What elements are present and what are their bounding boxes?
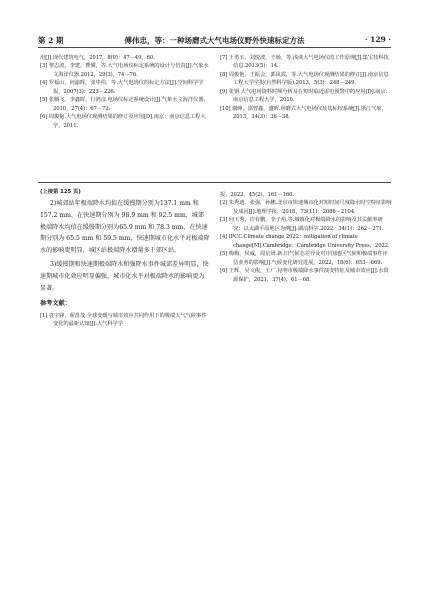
references-heading: 参考文献： [40,300,71,308]
reference-item: [4] 罗福山，何渝晖，张华伟，等.大气电场仪的标定方法[J].空间科学学报，2007(3)：223－226. [40,80,204,95]
body-paragraph: 2)城郊站年极端降水均值在缓慢期分别为137.1 mm 和 157.2 mm，在快速期分别为 98.9 mm 和 92.5 mm，城郊极端降水均值在缓慢期分别为65.9 mm 和 78.3 mm，在快速期分别为 65.5 mm 和 59.5 mm，快速期城市化水平对极端降水的影响更明显，城区站极端降水增量多于郊区站。 [40,200,210,254]
reference-item: [6] 周俊艳.大气电场仪观测结果的修订及应用[D].南京：南京信息工程大学，2011. [40,114,206,129]
continued-from-label: (上接第 125 页) [40,189,81,195]
reference-item: [8] 周俊艳，王振会，郭凤霞，等.大气电场仪观测结果的修订[J].南京信息工程大学学报(自然科学版).2013，5(3)：248－249. [220,71,389,87]
reference-item: [9] 张钢.大气电场资料时频分析及在短时临近雷电预警中的应用[D].南京：南京信息工程大学，2010. [220,88,391,104]
top-references-left [40,54,210,130]
reference-item: [10] 谢峥，邵曾鑫，盛晖.场磨式大气电场仪及其标校系统[J].浙江气象，2013，34(3)：36－38. [220,105,387,121]
continued-article-left [40,188,210,329]
reference-item: [1] 袁宇锋，翟盘茂.全球变暖与城市效应共同作用下的极端天气气候事件变化的最新认知[J].大气科学学 [40,312,207,328]
header-rule [38,47,391,48]
reference-item: [6] 王辉，吴文俊，王广.昆明市极端降水事件演变特征及城市效应[J].水资源保护，2021，37(4)，61－68. [220,268,389,283]
reference-item: 报，2022，45(2)，161－166. [220,192,295,198]
reference-item: [5] 梅梅，侯威，周星妍.新.旧气候态差异及对中国地区气候和极端事件评估业务的影响[J].气候变化研究进展，2022，18(6)：653－669. [220,251,388,266]
reference-item: [3] 何玉秀，许有鹏，李子裕.等.城镇化对极端降水的影响及其贡献率研究：以太湖平原地区为例[J].湖泊科学.2022，34(1)：262－271. [220,217,384,232]
reference-item: [2] 朱秀迪，张强，孙鹏.北京市快速城市化对短时间尺度降水时空特征影响及成因[J].地理学报，2018，73(11)：2086－2104. [220,200,392,215]
reference-item: [5] 张腾飞，李鑫晖，行鸿彦.电场仪标定系统设计[J].气象水文海洋仪器，2010，27(4)：67－72. [40,97,209,112]
reference-item: [3] 黎志波，李建，曹骥，等.大气电场仪标定系统的设计与仿真[J].气象水文海洋仪器.2012，29(3)，74－76. [40,63,209,78]
section-divider [38,182,391,183]
issue-number: 第 2 期 [38,36,64,45]
page-number: · 129 · [364,35,391,44]
continued-article-right [220,191,392,284]
body-paragraph: 3)缓慢期和快速期极端降水和强降水事件城郊差异明显，快速期城市化效应明显偏强，城市化水平对极端降水的影响更为显著。 [40,261,209,292]
reference-item: 用[J].现代建筑电气，2017，8(9)：47－49，60. [40,55,155,61]
reference-item: [7] 王勇玉，刘悦波，王旸，等.浅谈大气电场仪的工作原理[J].集宝技科技信息.2013(5)：14. [220,55,389,70]
reference-item: [4] IPCC.Climate change 2022：mitigation of climate change[M].Cambridge：Cambridge University Press，2022. [220,234,390,249]
running-header [38,33,391,47]
top-references-right [220,54,392,122]
article-title: 傅伟忠，等：一种场磨式大气电场仪野外快速标定方法 [124,36,305,45]
